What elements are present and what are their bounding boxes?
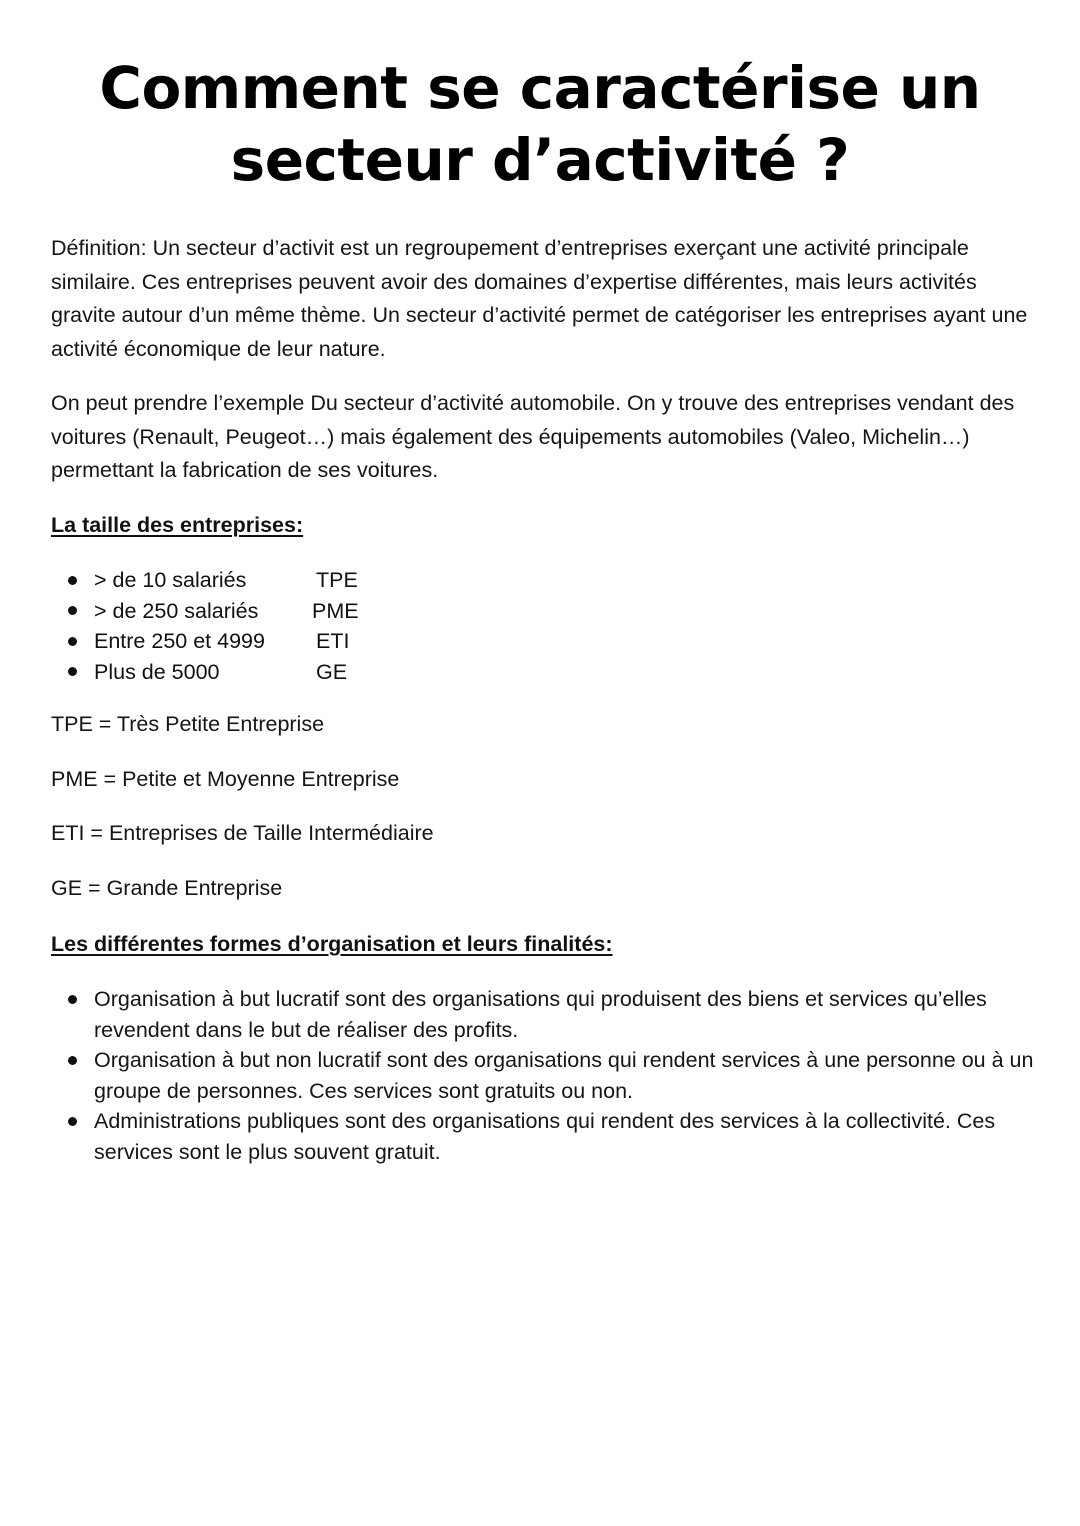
page-title [0,52,1080,196]
org-item-text: Administrations publiques sont des organisations qui rendent des services à la collectivité. Ces services sont le plus souvent gratuit. [94,1109,996,1164]
list-item [51,984,1036,1045]
size-label: Plus de 5000 [94,659,220,684]
title-line-2: secteur d’activité ? [230,126,850,194]
abbr-definition-pme: PME = Petite et Moyenne Entreprise [51,767,400,791]
company-size-list [51,565,359,687]
org-item-text: Organisation à but lucratif sont des organisations qui produisent des biens et services qu’elles revendent dans le but de réaliser des profits. [94,987,987,1042]
size-abbr: GE [316,659,348,684]
bullet-icon [68,995,77,1004]
abbr-definition-ge: GE = Grande Entreprise [51,876,283,900]
size-abbr: ETI [316,629,350,653]
definition-paragraph: Définition: Un secteur d’activit est un regroupement d’entreprises exerçant une activité principale similaire. Ces entreprises peuvent avoir des domaines d’expertise différentes, mais leurs activités gravite autour d’un même thème. Un secteur d’activité permet de catégoriser les entreprises ayant une activité économique de leur nature. [51,236,1028,361]
size-label: Entre 250 et 4999 [94,629,265,653]
bullet-icon [68,667,77,676]
list-item [51,596,359,627]
title-line-1: Comment se caractérise un [99,54,981,122]
abbr-definition-tpe: TPE = Très Petite Entreprise [51,712,325,736]
size-label: > de 10 salariés [94,568,247,592]
bullet-icon [68,637,77,646]
abbr-definition-eti: ETI = Entreprises de Taille Intermédiaire [51,821,434,845]
size-abbr: PME [312,598,359,623]
size-section-heading: La taille des entreprises: [51,513,304,537]
bullet-icon [68,606,77,615]
org-item-text: Organisation à but non lucratif sont des organisations qui rendent services à une personne ou à un groupe de personnes. Ces services sont gratuits ou non. [94,1048,1034,1103]
list-item [51,1106,1036,1167]
list-item [51,565,359,596]
size-abbr: TPE [316,568,358,592]
org-section-heading: Les différentes formes d’organisation et leurs finalités: [51,932,613,956]
list-item [51,1045,1036,1106]
example-paragraph: On peut prendre l’exemple Du secteur d’activité automobile. On y trouve des entreprises vendant des voitures (Renault, Peugeot…) mais également des équipements automobiles (Valeo, Michelin…) permettant la fabrication de ses voitures. [51,391,1015,482]
list-item [51,626,359,657]
bullet-icon [68,1056,77,1065]
bullet-icon [68,1117,77,1126]
organization-forms-list [51,984,1036,1167]
list-item [51,657,359,688]
bullet-icon [68,576,77,585]
size-label: > de 250 salariés [94,598,259,623]
